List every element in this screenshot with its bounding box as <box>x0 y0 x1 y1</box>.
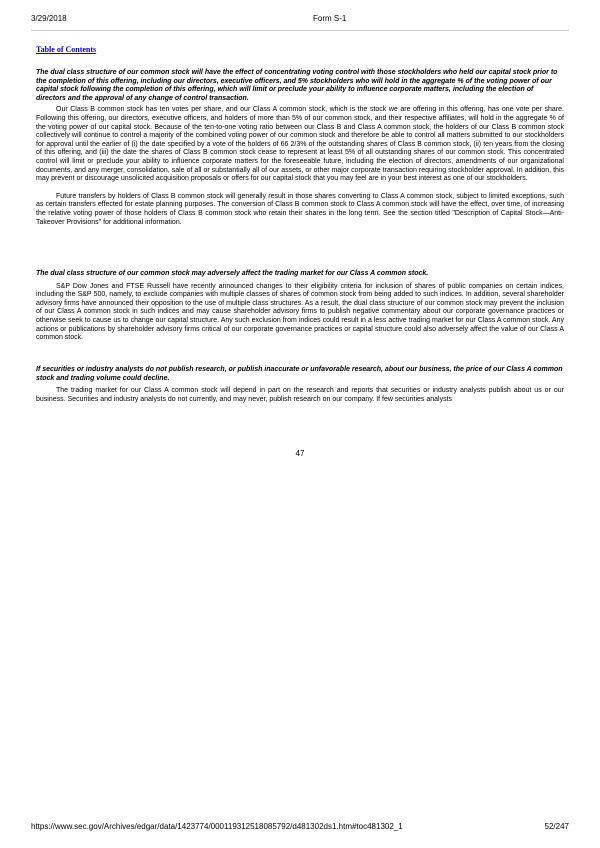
section-dual-class-trading-market <box>36 270 564 343</box>
section-heading: The dual class structure of our common stock will have the effect of concentrating voting control with those stockholders who held our capital stock prior to the completion of this offering, including our directors, executive officers, and 5% stockholders who will hold in the aggregate % of the voting power of our capital stock following the completion of this offering, which will limit or preclude your ability to influence corporate matters, including the election of directors and the approval of any change of control transaction. <box>36 69 558 102</box>
footer-url: https://www.sec.gov/Archives/edgar/data/1423774/000119312518085792/d481302ds1.htm#toc481302_1 <box>31 822 403 831</box>
page-number: 47 <box>295 449 305 458</box>
section-heading: The dual class structure of our common stock may adversely affect the trading market for our Class A common stock. <box>36 270 429 277</box>
section-heading: If securities or industry analysts do not publish research, or publish inaccurate or unfavorable research, about our business, the price of our Class A common stock and trading volume could decline. <box>36 366 563 382</box>
paragraph: The trading market for our Class A common stock will depend in part on the research and reports that securities or industry analysts publish about us or our business. Securities and industry analysts do not currently, and may never, publish research on our company. If few securities analysts <box>36 387 564 403</box>
header-title: Form S-1 <box>313 14 347 23</box>
paragraph: S&P Dow Jones and FTSE Russell have recently announced changes to their eligibility criteria for inclusion of shares of public companies on certain indices, including the S&P 500, namely, to exclude companies with multiple classes of shares of common stock from being added to such indices. In addition, several shareholder advisory firms have announced their opposition to the use of multiple class structures. As a result, the dual class structure of our common stock may prevent the inclusion of our Class A common stock in such indices and may cause shareholder advisory firms to publish negative commentary about our corporate governance practices or otherwise seek to cause us to change our capital structure. Any such exclusion from indices could result in a less active trading market for our Class A common stock. Any actions or publications by shareholder advisory firms critical of our corporate governance practices or capital structure could also adversely affect the value of our Class A common stock. <box>36 282 564 342</box>
section-analyst-research <box>36 366 564 404</box>
header-divider <box>31 30 569 31</box>
paragraph: Future transfers by holders of Class B common stock will generally result in those shares converting to Class A common stock, subject to limited exceptions, such as certain transfers effected for estate planning purposes. The conversion of Class B common stock to Class A common stock will have the effect, over time, of increasing the relative voting power of those holders of Class B common stock who retain their shares in the long term. See the section titled "Description of Capital Stock—Anti-Takeover Provisions" for additional information. <box>36 192 564 226</box>
section-dual-class-voting <box>36 69 564 227</box>
paragraph: Our Class B common stock has ten votes per share, and our Class A common stock, which is the stock we are offering in this offering, has one vote per share. Following this offering, our directors, executive officers, and holders of more than 5% of our common stock, and their respective affiliates, will hold in the aggregate % of the voting power of our capital stock. Because of the ten-to-one voting ratio between our Class B and Class A common stock, the holders of our Class B common stock collectively will continue to control a majority of the combined voting power of our common stock and therefore be able to control all matters submitted to our stockholders for approval until the earlier of (i) the date specified by a vote of the holders of 66 2/3% of the outstanding shares of Class B common stock, (ii) ten years from the closing of this offering, and (iii) the date the shares of Class B common stock cease to represent at least 5% of all outstanding shares of our common stock. This concentrated control will limit or preclude your ability to influence corporate matters for the foreseeable future, including the election of directors, amendments of our organizational documents, and any merger, consolidation, sale of all or substantially all of our assets, or other major corporate transaction requiring stockholder approval. In addition, this may prevent or discourage unsolicited acquisition proposals or offers for our capital stock that you may feel are in your best interest as one of our stockholders. <box>36 106 564 183</box>
footer-page-count: 52/247 <box>544 822 569 831</box>
header-date: 3/29/2018 <box>31 14 67 23</box>
table-of-contents-link[interactable]: Table of Contents <box>36 45 97 54</box>
